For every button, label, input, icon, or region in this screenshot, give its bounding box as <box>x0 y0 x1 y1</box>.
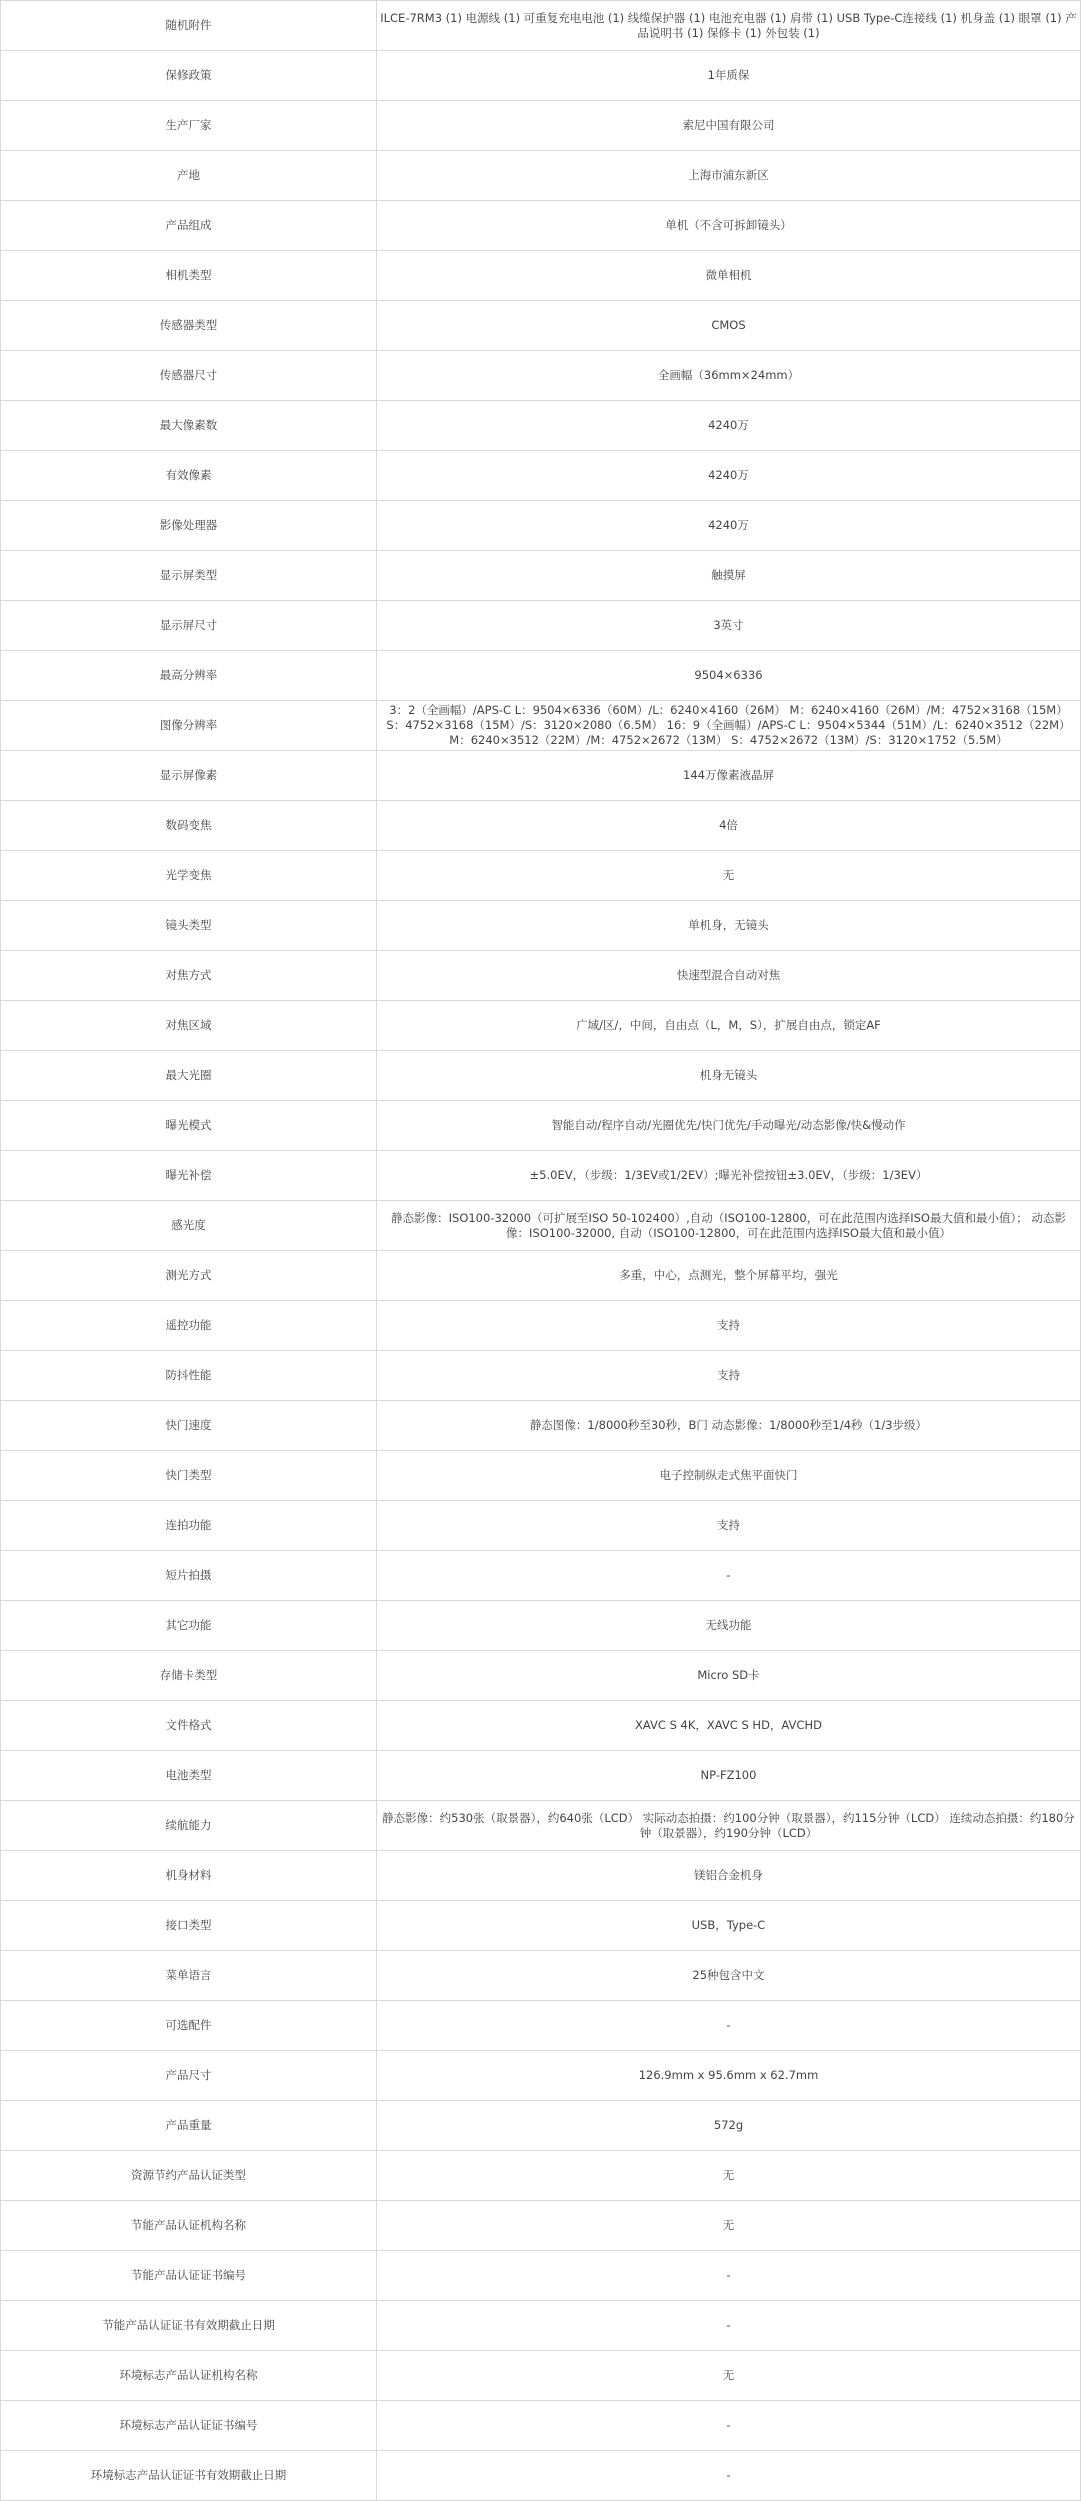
spec-row <box>1 1951 1081 2001</box>
spec-label: 节能产品认证证书编号 <box>1 2251 377 2301</box>
spec-label: 传感器尺寸 <box>1 351 377 401</box>
spec-label: 镜头类型 <box>1 901 377 951</box>
spec-row <box>1 2451 1081 2501</box>
spec-label: 测光方式 <box>1 1251 377 1301</box>
spec-value: - <box>377 2001 1081 2051</box>
spec-row <box>1 1301 1081 1351</box>
spec-value: 静态影像：约530张（取景器），约640张（LCD） 实际动态拍摄：约100分钟（取景器），约115分钟（LCD） 连续动态拍摄：约180分钟（取景器），约190分钟（LCD） <box>377 1801 1081 1851</box>
spec-row <box>1 2201 1081 2251</box>
spec-value: 索尼中国有限公司 <box>377 101 1081 151</box>
spec-row <box>1 1601 1081 1651</box>
spec-label: 节能产品认证证书有效期截止日期 <box>1 2301 377 2351</box>
spec-value: 静态图像：1/8000秒至30秒，B门 动态影像：1/8000秒至1/4秒（1/3步级） <box>377 1401 1081 1451</box>
spec-label: 感光度 <box>1 1201 377 1251</box>
spec-value: 机身无镜头 <box>377 1051 1081 1101</box>
spec-label: 节能产品认证机构名称 <box>1 2201 377 2251</box>
spec-row <box>1 651 1081 701</box>
spec-label: 产品组成 <box>1 201 377 251</box>
spec-label: 曝光模式 <box>1 1101 377 1151</box>
spec-label: 产品尺寸 <box>1 2051 377 2101</box>
spec-row <box>1 1 1081 51</box>
spec-row <box>1 151 1081 201</box>
spec-value: 4240万 <box>377 451 1081 501</box>
spec-row <box>1 1101 1081 1151</box>
spec-row <box>1 1401 1081 1451</box>
spec-value: 3：2（全画幅）/APS-C L：9504×6336（60M）/L：6240×4160（26M） M：6240×4160（26M）/M：4752×3168（15M） S：4752×3168（15M）/S：3120×2080（6.5M） 16：9（全画幅）/APS-C L：9504×5344（51M）/L：6240×3512（22M） M：6240×3512（22M）/M：4752×2672（13M） S：4752×2672（13M）/S：3120×1752（5.5M） <box>377 701 1081 751</box>
spec-row <box>1 1451 1081 1501</box>
spec-value: 126.9mm x 95.6mm x 62.7mm <box>377 2051 1081 2101</box>
spec-label: 菜单语言 <box>1 1951 377 2001</box>
spec-row <box>1 1801 1081 1851</box>
spec-value: 1年质保 <box>377 51 1081 101</box>
spec-label: 电池类型 <box>1 1751 377 1801</box>
spec-label: 环境标志产品认证证书编号 <box>1 2401 377 2451</box>
spec-row <box>1 301 1081 351</box>
spec-value: 4240万 <box>377 401 1081 451</box>
spec-label: 机身材料 <box>1 1851 377 1901</box>
spec-value: CMOS <box>377 301 1081 351</box>
spec-label: 文件格式 <box>1 1701 377 1751</box>
spec-label: 防抖性能 <box>1 1351 377 1401</box>
spec-label: 短片拍摄 <box>1 1551 377 1601</box>
spec-row <box>1 451 1081 501</box>
spec-row <box>1 1251 1081 1301</box>
spec-value: 4倍 <box>377 801 1081 851</box>
spec-label: 随机附件 <box>1 1 377 51</box>
spec-value: 支持 <box>377 1501 1081 1551</box>
spec-value: 静态影像：ISO100-32000（可扩展至ISO 50-102400）,自动（ISO100-12800，可在此范围内选择ISO最大值和最小值）； 动态影像：ISO100-32000, 自动（ISO100-12800，可在此范围内选择ISO最大值和最小值） <box>377 1201 1081 1251</box>
spec-row <box>1 2001 1081 2051</box>
spec-value: - <box>377 2301 1081 2351</box>
spec-row <box>1 551 1081 601</box>
spec-value: - <box>377 2251 1081 2301</box>
spec-value: Micro SD卡 <box>377 1651 1081 1701</box>
spec-row <box>1 801 1081 851</box>
spec-value: 9504×6336 <box>377 651 1081 701</box>
spec-label: 资源节约产品认证类型 <box>1 2151 377 2201</box>
spec-value: XAVC S 4K，XAVC S HD，AVCHD <box>377 1701 1081 1751</box>
spec-value: 电子控制纵走式焦平面快门 <box>377 1451 1081 1501</box>
spec-value: 单机（不含可拆卸镜头） <box>377 201 1081 251</box>
spec-row <box>1 201 1081 251</box>
spec-value: 无 <box>377 2201 1081 2251</box>
spec-value: 全画幅（36mm×24mm） <box>377 351 1081 401</box>
spec-label: 对焦方式 <box>1 951 377 1001</box>
spec-label: 相机类型 <box>1 251 377 301</box>
spec-label: 有效像素 <box>1 451 377 501</box>
spec-row <box>1 401 1081 451</box>
spec-row <box>1 601 1081 651</box>
spec-value: NP-FZ100 <box>377 1751 1081 1801</box>
spec-label: 图像分辨率 <box>1 701 377 751</box>
spec-label: 快门类型 <box>1 1451 377 1501</box>
spec-row <box>1 1151 1081 1201</box>
spec-value: 多重，中心，点测光，整个屏幕平均，强光 <box>377 1251 1081 1301</box>
spec-value: 智能自动/程序自动/光圈优先/快门优先/手动曝光/动态影像/快&慢动作 <box>377 1101 1081 1151</box>
spec-label: 连拍功能 <box>1 1501 377 1551</box>
spec-row <box>1 1701 1081 1751</box>
spec-label: 产地 <box>1 151 377 201</box>
spec-value: - <box>377 1551 1081 1601</box>
spec-label: 可选配件 <box>1 2001 377 2051</box>
spec-label: 最大像素数 <box>1 401 377 451</box>
spec-label: 其它功能 <box>1 1601 377 1651</box>
spec-row <box>1 1351 1081 1401</box>
spec-label: 遥控功能 <box>1 1301 377 1351</box>
spec-row <box>1 1651 1081 1701</box>
spec-row <box>1 2351 1081 2401</box>
spec-label: 显示屏类型 <box>1 551 377 601</box>
spec-value: 4240万 <box>377 501 1081 551</box>
spec-value: 144万像素液晶屏 <box>377 751 1081 801</box>
spec-row <box>1 2401 1081 2451</box>
spec-row <box>1 951 1081 1001</box>
spec-row <box>1 1001 1081 1051</box>
spec-row <box>1 251 1081 301</box>
spec-label: 显示屏尺寸 <box>1 601 377 651</box>
spec-value: - <box>377 2451 1081 2501</box>
spec-label: 保修政策 <box>1 51 377 101</box>
spec-label: 对焦区域 <box>1 1001 377 1051</box>
spec-value: 572g <box>377 2101 1081 2151</box>
spec-table-body <box>1 1 1081 2501</box>
spec-label: 接口类型 <box>1 1901 377 1951</box>
spec-label: 数码变焦 <box>1 801 377 851</box>
spec-label: 影像处理器 <box>1 501 377 551</box>
spec-row <box>1 1501 1081 1551</box>
spec-value: 触摸屏 <box>377 551 1081 601</box>
spec-row <box>1 701 1081 751</box>
spec-label: 最高分辨率 <box>1 651 377 701</box>
spec-value: 无 <box>377 2351 1081 2401</box>
spec-row <box>1 2251 1081 2301</box>
spec-value: 无线功能 <box>377 1601 1081 1651</box>
spec-label: 传感器类型 <box>1 301 377 351</box>
spec-label: 显示屏像素 <box>1 751 377 801</box>
spec-value: 25种包含中文 <box>377 1951 1081 2001</box>
spec-value: 无 <box>377 2151 1081 2201</box>
spec-row <box>1 51 1081 101</box>
spec-label: 产品重量 <box>1 2101 377 2151</box>
spec-label: 最大光圈 <box>1 1051 377 1101</box>
spec-label: 存储卡类型 <box>1 1651 377 1701</box>
spec-row <box>1 1751 1081 1801</box>
spec-label: 环境标志产品认证证书有效期截止日期 <box>1 2451 377 2501</box>
spec-row <box>1 1851 1081 1901</box>
spec-row <box>1 1051 1081 1101</box>
spec-label: 快门速度 <box>1 1401 377 1451</box>
spec-label: 环境标志产品认证机构名称 <box>1 2351 377 2401</box>
spec-label: 光学变焦 <box>1 851 377 901</box>
spec-value: 镁铝合金机身 <box>377 1851 1081 1901</box>
spec-row <box>1 501 1081 551</box>
spec-value: USB，Type-C <box>377 1901 1081 1951</box>
spec-row <box>1 1901 1081 1951</box>
spec-value: - <box>377 2401 1081 2451</box>
spec-row <box>1 351 1081 401</box>
spec-value: 3英寸 <box>377 601 1081 651</box>
spec-value: 上海市浦东新区 <box>377 151 1081 201</box>
spec-row <box>1 101 1081 151</box>
spec-value: 支持 <box>377 1351 1081 1401</box>
spec-value: 支持 <box>377 1301 1081 1351</box>
spec-value: ILCE-7RM3 (1) 电源线 (1) 可重复充电电池 (1) 线缆保护器 (1) 电池充电器 (1) 肩带 (1) USB Type-C连接线 (1) 机身盖 (1) 眼罩 (1) 产品说明书 (1) 保修卡 (1) 外包装 (1) <box>377 1 1081 51</box>
spec-label: 曝光补偿 <box>1 1151 377 1201</box>
spec-label: 生产厂家 <box>1 101 377 151</box>
spec-row <box>1 901 1081 951</box>
spec-value: ±5.0EV，（步级：1/3EV或1/2EV）;曝光补偿按钮±3.0EV，（步级：1/3EV） <box>377 1151 1081 1201</box>
spec-row <box>1 2151 1081 2201</box>
spec-value: 广域/区/，中间，自由点（L，M，S），扩展自由点，锁定AF <box>377 1001 1081 1051</box>
spec-value: 快速型混合自动对焦 <box>377 951 1081 1001</box>
spec-row <box>1 2301 1081 2351</box>
spec-row <box>1 1201 1081 1251</box>
spec-label: 续航能力 <box>1 1801 377 1851</box>
spec-row <box>1 851 1081 901</box>
spec-row <box>1 2101 1081 2151</box>
spec-row <box>1 751 1081 801</box>
spec-row <box>1 1551 1081 1601</box>
spec-value: 单机身，无镜头 <box>377 901 1081 951</box>
spec-value: 微单相机 <box>377 251 1081 301</box>
spec-row <box>1 2051 1081 2101</box>
spec-value: 无 <box>377 851 1081 901</box>
